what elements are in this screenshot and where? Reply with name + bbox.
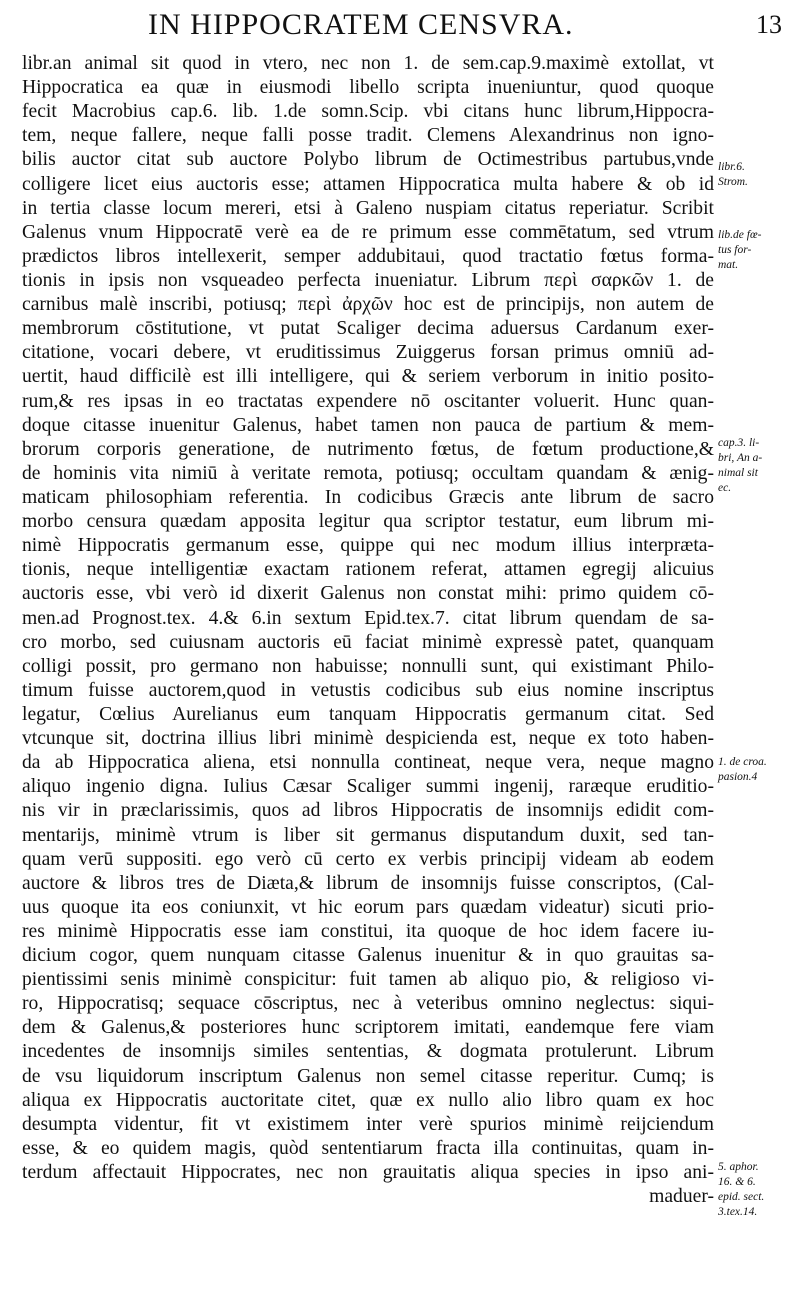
text-line: in tertia classe locum mereri, etsi à Galeno nuspiam citatus reperiatur. Scribit — [22, 197, 714, 219]
margin-note — [718, 160, 748, 190]
text-line: carnibus malè inscribi, potiusq; περὶ ἀρχῶν hoc est de principijs, non autem de — [22, 294, 714, 316]
margin-note-line: lib.de fœ- — [718, 229, 762, 241]
text-line: timum fuisse auctorem,quod in vetustis codicibus sub eius nomine inscriptus — [22, 679, 714, 701]
text-line: aliquo ingenio digna. Iulius Cæsar Scaliger summi ingenij, raræque eruditio- — [22, 776, 714, 798]
text-line: men.ad Prognost.tex. 4.& 6.in sextum Epid.tex.7. citat librum quendam de sa- — [22, 607, 714, 629]
text-line: dicium cogor, quem nunquam citasse Galenus inuenitur & in quo grauitas sa- — [22, 945, 714, 967]
margin-note-line: mat. — [718, 259, 739, 271]
body-text — [22, 52, 714, 1209]
text-line: vtcunque sit, doctrina illius libri minimè despicienda est, neque ex toto haben- — [22, 728, 714, 750]
text-line: uertit, haud difficilè est illi intelligere, qui & seriem verborum in initio posito- — [22, 366, 714, 388]
margin-note-line: cap.3. li- — [718, 437, 760, 449]
text-line: da ab Hippocratica aliena, etsi nonnulla contineat, neque vera, neque magno — [22, 752, 714, 774]
text-line: desumpta videntur, fit vt existimem inter verè spurios minimè reijciendum — [22, 1113, 714, 1135]
text-line: membrorum cōstitutione, vt putat Scaliger decima aduersus Cardanum exer- — [22, 318, 714, 340]
text-line: morbo censura quædam apposita legitur qua scriptor testatur, eum librum mi- — [22, 511, 714, 533]
text-line: prædictos libros intellexerit, semper addubitaui, quod tractatio fœtus forma- — [22, 245, 714, 267]
text-line: doque citasse inuenitur Galenus, habet tamen non pauca de partium & mem- — [22, 414, 714, 436]
text-line: res minimè Hippocratis esse iam constitui, ita quoque de hoc idem facere iu- — [22, 920, 714, 942]
margin-note — [718, 436, 762, 496]
text-line: libr.an animal sit quod in vtero, nec non 1. de sem.cap.9.maximè extollat, vt — [22, 53, 714, 74]
text-line: citatione, vocari debere, vt eruditissimus Zuiggerus forsan primus omniū ad- — [22, 342, 714, 364]
text-line: auctoris esse, vbi verò id dixerit Galenus non constat mihi: primo quidem cō- — [22, 583, 714, 605]
text-line: colligi possit, pro germano non habuisse; nonnulli sunt, qui existimant Philo- — [22, 655, 714, 677]
text-line: legatur, Cœlius Aurelianus eum tanquam Hippocratis germanum citat. Sed — [22, 703, 714, 725]
text-line: ro, Hippocratisq; sequace cōscriptus, nec à veteribus omnino neglectus: siqui- — [22, 993, 714, 1015]
margin-note-line: epid. sect. — [718, 1191, 765, 1203]
text-line: terdum affectauit Hippocrates, nec non grauitatis aliqua species in ipso ani- — [22, 1162, 714, 1184]
text-line: cro morbo, sed cuiusnam auctoris eū faciat minimè expressè patet, quanquam — [22, 631, 714, 653]
margin-note-line: libr.6. — [718, 161, 745, 173]
page-header — [0, 8, 800, 48]
text-line: aliqua ex Hippocratis auctoritate citet, quæ ex nullo alio libro quam ex hoc — [22, 1089, 714, 1111]
text-line: tionis in ipsis non vsqueadeo perfecta inueniatur. Librum περὶ σαρκῶν 1. de — [22, 269, 714, 291]
text-line: pientissimi senis minimè conspicitur: fuit tamen ab aliquo pio, & religioso vi- — [22, 969, 714, 991]
text-line: Galenus vnum Hippocratē verè ea de re primum esse commētatum, sed vtrum — [22, 221, 714, 243]
text-line: rum,& res ipsas in eo tractatas expendere nō oscitanter voluerit. Hunc quan- — [22, 390, 714, 412]
text-line: fecit Macrobius cap.6. lib. 1.de somn.Scip. vbi citans hunc librum,Hippocra- — [22, 101, 714, 123]
text-line: Hippocratica ea quæ in eiusmodi libello scripta inueniuntur, quod quoque — [22, 77, 714, 99]
margin-note-line: 3.tex.14. — [718, 1206, 758, 1218]
text-line: quam verū suppositi. ego verò cū certo ex verbis principij videam ab eodem — [22, 848, 714, 870]
margin-note-line: nimal sit — [718, 467, 758, 479]
text-line: uus quoque ita eos coniunxit, vt hic eorum pars quædam videatur) sicuti prio- — [22, 896, 714, 918]
text-line: de hominis vita nimiū à veritate remota, potiusq; occultam quandam & ænig- — [22, 462, 714, 484]
margin-note-line: pasion.4 — [718, 771, 758, 783]
text-line: maduer- — [649, 1186, 714, 1208]
margin-note-line: 16. & 6. — [718, 1176, 756, 1188]
text-line: bilis auctor citat sub auctore Polybo librum de Octimestribus partubus,vnde — [22, 149, 714, 171]
page-number: 13 — [756, 10, 782, 39]
text-line: nis vir in præclarissimis, quos ad libros Hippocratis de insomnijs edidit com- — [22, 800, 714, 822]
running-title: IN HIPPOCRATEM CENSVRA. — [148, 8, 574, 41]
text-line: esse, & eo quidem magis, quòd sententiarum fracta illa continuitas, quam in- — [22, 1137, 714, 1159]
text-line: auctore & libros tres de Diæta,& librum de insomnijs fuisse conscriptos, (Cal- — [22, 872, 714, 894]
text-line: tem, neque fallere, neque falli posse tradit. Clemens Alexandrinus non igno- — [22, 125, 714, 147]
margin-note — [718, 1160, 764, 1220]
margin-note — [718, 228, 761, 273]
margin-note-line: bri, An a- — [718, 452, 763, 464]
text-line: mentarijs, minimè vtrum is liber sit germanus disputandum duxit, sed tan- — [22, 824, 714, 846]
margin-note-line: 5. aphor. — [718, 1161, 759, 1173]
margin-note-line: ec. — [718, 482, 732, 494]
margin-note-line: tus for- — [718, 244, 752, 256]
text-line: brorum corporis generatione, de nutrimento fœtus, de fœtum productione,& — [22, 438, 714, 460]
text-line: incedentes de insomnijs similes sententias, & dogmata protulerunt. Librum — [22, 1041, 714, 1063]
margin-note — [718, 755, 767, 785]
text-line: maticam philosophiam referentia. In codicibus Græcis ante librum de sacro — [22, 486, 714, 508]
text-line: tionis, neque intelligentiæ exactam rationem referat, attamen egregij alicuius — [22, 559, 714, 581]
text-line: colligere licet eius auctoris esse; attamen Hippocratica multa habere & ob id — [22, 173, 714, 195]
text-line: dem & Galenus,& posteriores hunc scriptorem imitati, eandemque fere viam — [22, 1017, 714, 1039]
margin-note-line: 1. de croa. — [718, 756, 767, 768]
text-line: nimè Hippocratis germanum esse, quippe qui nec modum illius interpræta- — [22, 535, 714, 557]
text-line: de vsu liquidorum inscriptum Galenus non semel citasse reperitur. Cumq; is — [22, 1065, 714, 1087]
margin-note-line: Strom. — [718, 176, 748, 188]
